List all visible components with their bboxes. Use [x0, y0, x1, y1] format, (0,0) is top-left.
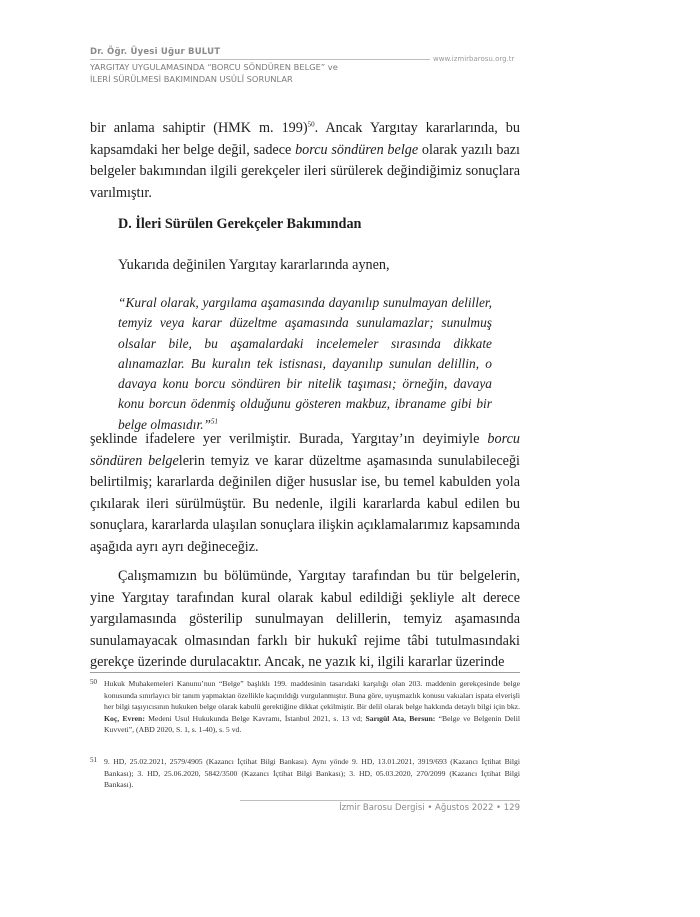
header-title-line-1: YARGITAY UYGULAMASINDA “BORCU SÖNDÜREN BELGE” ve	[90, 62, 338, 72]
paragraph-4: Çalışmamızın bu bölümünde, Yargıtay tarafından bu tür belgelerin, yine Yargıtay tarafından kural olarak kabul edildiği şekliyle alt derece yargılamasında gösterilip sunulmayan delillerin, temyiz aşamasında sunulamayacak olmasından farklı bir hukukî rejime tâbi tutulmasındaki gerekçe üzerinde durulacaktır. Ancak, ne yazık ki, ilgili kararlar üzerinde	[90, 568, 520, 670]
footnote-ref-51[interactable]: 51	[211, 417, 218, 426]
footnote-rule	[90, 672, 520, 673]
paragraph-1: bir anlama sahiptir (HMK m. 199)$^{50}$. Ancak Yargıtay kararlarında, bu kapsamdaki her belge değil, sadece borcu söndüren belge olarak yazılı bazı belgeler bakımından ilgili gerekçeler ileri sürülerek değindiğimiz sonuçlara varılmıştır.	[90, 120, 520, 201]
header-url[interactable]: www.izmirbarosu.org.tr	[433, 55, 515, 63]
section-heading: D. İleri Sürülen Gerekçeler Bakımından	[118, 216, 362, 232]
footnote-51: 9. HD, 25.02.2021, 2579/4905 (Kazancı İçtihat Bilgi Bankası). Aynı yönde 9. HD, 13.01.2021, 3919/693 (Kazancı İçtihat Bilgi Bankası); 3. HD, 25.06.2020, 5842/3500 (Kazancı İçtihat Bilgi Bankası); 3. HD, 05.03.2020, 270/2099 (Kazancı İçtihat Bilgi Bankası).	[104, 757, 520, 790]
paragraph-2: Yukarıda değinilen Yargıtay kararlarında aynen,	[118, 257, 390, 273]
footnote-number: 51	[90, 756, 97, 764]
footer-journal-info: İzmir Barosu Dergisi • Ağustos 2022 • 129	[339, 803, 520, 813]
footnote-50: Hukuk Muhakemeleri Kanunu’nun “Belge” başlıklı 199. maddesinin tasarıdaki karşılığı olan 203. maddenin gerekçesinde belge konusunda sınırlayıcı bir tanım yapmaktan özellikle kaçınıldığı vurgulanmıştır. Buna göre, uyuşmazlık konusu vakıaları ispata elverişli her bilgi taşıyıcısının hukuken belge olarak kabulü gerektiğine dikkat çekilmiştir. Bir delil olarak belge hakkında detaylı bilgi için bkz. Koç, Evren: Medeni Usul Hukukunda Belge Kavramı, İstanbul 2021, s. 13 vd; Sarıgül Ata, Bersun: “Belge ve Belgenin Delil Kuvveti”, (ABD 2020, S. 1, s. 1-40), s. 5 vd.	[104, 679, 520, 735]
footnote-ref-50[interactable]: 50	[307, 120, 315, 129]
emphasis-term: borcu söndüren belge	[295, 141, 419, 158]
header-title-line-2: İLERİ SÜRÜLMESİ BAKIMINDAN USÛLÎ SORUNLAR	[90, 74, 293, 84]
emphasis-term: borcu söndüren belge	[90, 431, 520, 469]
header-divider	[90, 59, 430, 60]
footer-divider	[240, 800, 520, 801]
footnote-number: 50	[90, 678, 97, 686]
paragraph-3: şeklinde ifadelere yer verilmiştir. Burada, Yargıtay’ın deyimiyle borcu söndüren belgelerin temyiz ve karar düzeltme aşamasında sunulabileceği belirtilmiş; kararlarda değinilen diğer hususlar ise, bu temel kabulden yola çıkılarak ileri sürülmüştür. Bu nedenle, ilgili kararlarda kabul edilen bu sonuçlara, kararlarda ulaşılan sonuçlara ilişkin açıklamalarımız kapsamında aşağıda ayrı ayrı değineceğiz.	[90, 431, 520, 555]
block-quote: “Kural olarak, yargılama aşamasında dayanılıp sunulmayan deliller, temyiz veya karar düzeltme aşamasında sunulamazlar; sunulmuş olsalar bile, bu aşamalardaki incelemeler sırasında dikkate alınamazlar. Bu kuralın tek istisnası, dayanılıp sunulan delillin, o davaya konu borcu söndüren bir nitelik taşıması; örneğin, davaya konu borcun ödenmiş olduğunu gösteren makbuz, ibraname gibi bir belge olmasıdır.”$^{51}$	[118, 295, 492, 432]
header-author: Dr. Öğr. Üyesi Uğur BULUT	[90, 47, 221, 57]
